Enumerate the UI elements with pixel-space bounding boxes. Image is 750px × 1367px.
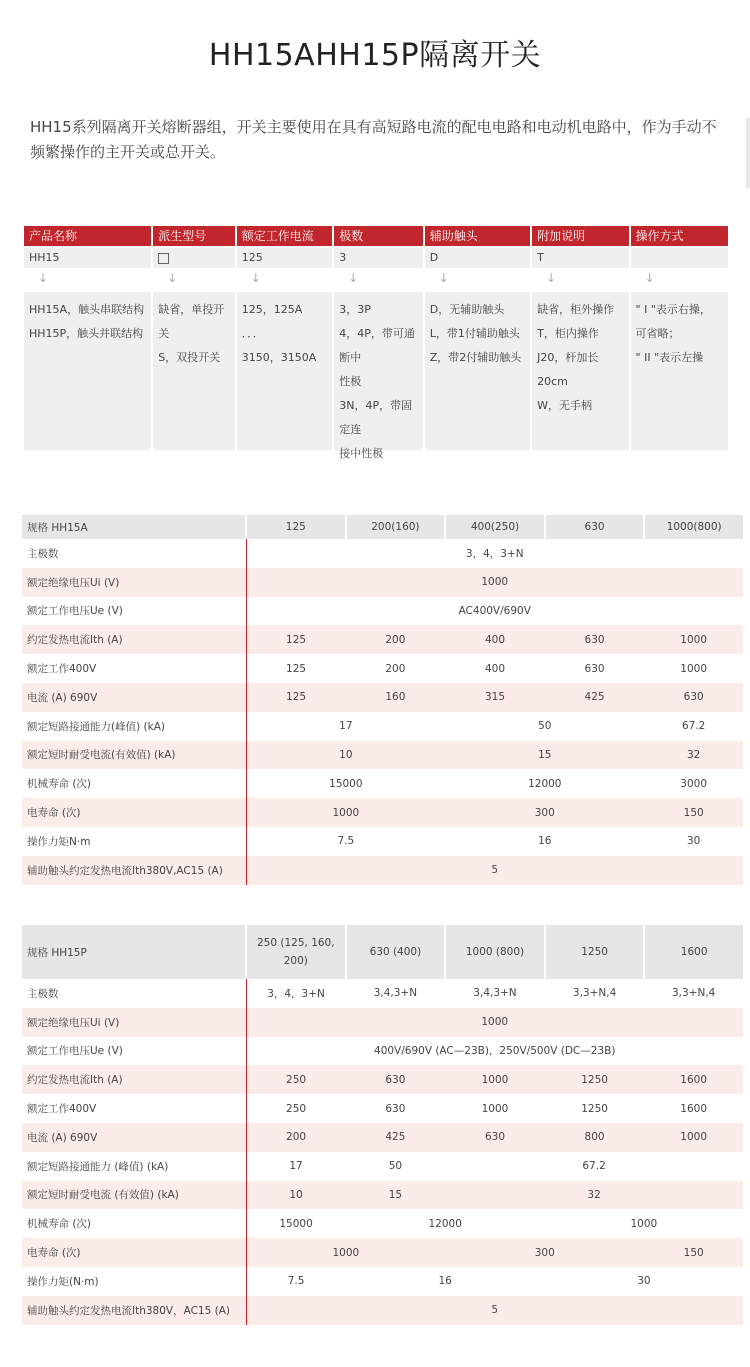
spec-cell: 200 [346,625,446,654]
spec-row-label: 主极数 [22,979,246,1008]
spec-row-label: 机械寿命 (次) [22,1209,246,1238]
code-header-cell: 产品名称 [24,226,151,246]
spec-row [22,1008,743,1037]
spec-row-label: 主极数 [22,539,246,568]
page-title: HH15AHH15P隔离开关 [208,38,542,73]
spec-row [22,1094,743,1123]
spec-cell: 150 [644,1238,743,1267]
spec-cell: 200 [246,1123,346,1152]
spec-cell: 3，4，3+N [267,987,325,1000]
detail-line: 3，3P [339,303,371,316]
code-example-cell: 125 [237,248,332,268]
detail-line: " II "表示左操 [635,351,704,364]
spec-cell: 3,4,3+N [373,987,418,1000]
spec-row [22,1209,743,1238]
spec-row [22,683,743,712]
spec-cell: 160 [346,683,446,712]
detail-line: 缺省，单投开关 [158,303,225,340]
spec-row [22,1037,743,1066]
code-header-cell: 附加说明 [532,226,628,246]
spec-row-label: 额定工作电压Ue (V) [22,1037,246,1066]
spec-cell: 250 [286,1102,307,1115]
spec-cell: 1250 [581,1102,608,1115]
code-detail-row [24,292,728,460]
spec-row [22,856,743,885]
detail-line: HH15A，触头串联结构 [29,303,145,316]
detail-line: 可省略； [635,327,680,340]
spec-cell: 1600 [680,1102,708,1115]
spec-cell: 315 [445,683,545,712]
spec-row [22,1123,743,1152]
spec-row-label: 机械寿命 (次) [22,769,246,798]
spec-row-label: 电寿命 (次) [22,798,246,827]
spec-cell: 67.2 [582,1160,606,1173]
code-detail-cell [153,292,235,450]
spec-cell: 7.5 [337,835,355,848]
spec-cell: 17 [339,720,353,733]
spec-header-value: 400(250) [445,515,545,539]
code-header-cell: 极数 [334,226,422,246]
spec-cell: 200 [385,662,406,675]
spec-header-value: 250 (125, 160, 200) [246,925,346,979]
spec-cell: 17 [289,1160,303,1173]
spec-cell: 15 [346,1181,446,1210]
spec-cell: 16 [438,1275,452,1288]
spec-row-label: 辅助触头约定发热电流Ith380V,AC15 (A) [22,856,246,885]
spec-cell: 1000 [680,662,708,675]
spec-cell: 400 [445,625,545,654]
spec-row-label: 额定工作400V [22,1094,246,1123]
detail-line: S，双投开关 [158,351,221,364]
code-example-cell: HH15 [24,248,151,268]
intro-paragraph: HH15系列隔离开关熔断器组，开关主要使用在具有高短路电流的配电电路和电动机电路中，作为手动不频繁操作的主开关或总开关。 [30,118,717,161]
spec-row [22,741,743,770]
spec-cell: 425 [346,1123,446,1152]
code-header-cell: 操作方式 [631,226,728,246]
spec-cell: 3,4,3+N [473,987,517,1000]
detail-line: 接中性极 [339,447,384,460]
spec-header-value: 1600 [644,925,743,979]
spec-cell: 1000 [644,1123,743,1152]
spec-row [22,625,743,654]
spec-cell: 5 [246,856,743,885]
spec-cell: 1000 [644,625,743,654]
detail-line: 性极 [339,375,362,388]
spec-header-row [22,925,743,979]
detail-line: J20，杆加长20cm [537,351,599,388]
code-header-cell: 额定工作电流 [237,226,332,246]
spec-cell: 15000 [279,1217,313,1230]
code-header-row [24,226,728,246]
spec-cell: 30 [686,835,701,848]
code-detail-cell [24,292,151,450]
spec-header-value: 630 [545,515,645,539]
spec-row [22,1152,743,1181]
down-arrow-icon: ↓ [546,271,557,285]
detail-line: HH15P，触头并联结构 [29,327,144,340]
spec-row-label: 额定短时耐受电流(有效值) (kA) [22,741,246,770]
spec-cell: 7.5 [287,1275,305,1288]
detail-line: W，无手柄 [537,399,592,412]
code-detail-cell [631,292,728,450]
down-arrow-icon: ↓ [250,271,261,285]
spec-cell: 3,3+N,4 [671,987,716,1000]
edge-divider [746,118,750,188]
spec-cell: 50 [388,1160,403,1173]
spec-header-value: 125 [246,515,346,539]
spec-cell: 15 [445,741,644,770]
spec-row [22,568,743,597]
spec-cell: 3,3+N,4 [572,987,617,1000]
spec-row-label: 电寿命 (次) [22,1238,246,1267]
spec-cell: 1000 [481,1102,509,1115]
spec-cell: 1000 [246,568,743,597]
spec-row [22,798,743,827]
spec-cell: 3，4，3+N [465,547,524,560]
spec-row-label: 额定工作电压Ue (V) [22,597,246,626]
spec-row-label: 约定发热电流Ith (A) [22,625,246,654]
spec-cell: 1250 [545,1065,645,1094]
spec-cell: 630 [584,662,605,675]
spec-row-label: 额定短路接通能力 (峰值) (kA) [22,1152,246,1181]
spec-cell: 5 [246,1296,743,1325]
spec-cell: 50 [538,720,552,733]
detail-line: 3N，4P，带固定连 [339,399,413,436]
spec-cell: 630 [385,1102,406,1115]
spec-cell: 630 [644,683,743,712]
detail-line: L，带1付辅助触头 [429,327,520,340]
spec-cell: 12000 [528,777,562,790]
code-example-cell: 3 [334,248,422,268]
spec-cell: 1000 [246,798,445,827]
spec-row-label: 电流 (A) 690V [22,683,246,712]
spec-row-label: 额定绝缘电压Ui (V) [22,1008,246,1037]
spec-cell: 150 [644,798,743,827]
spec-row [22,597,743,626]
spec-row [22,712,743,741]
detail-line: 缺省，柜外操作 [537,303,615,316]
spec-row-label: 电流 (A) 690V [22,1123,246,1152]
spec-cell: 12000 [428,1217,462,1230]
spec-header-row [22,515,743,539]
detail-line: 4，4P，带可通断中 [339,327,415,364]
code-detail-cell [237,292,332,450]
spec-cell: 15000 [329,777,363,790]
spec-cell: 630 [445,1123,545,1152]
spec-header-label: 规格 HH15A [22,515,246,539]
spec-row [22,539,743,568]
spec-cell: 67.2 [681,720,706,733]
spec-cell: 630 [545,625,645,654]
spec-row [22,1238,743,1267]
hh15a-spec-table [22,515,743,885]
spec-header-label: 规格 HH15P [22,925,246,979]
spec-cell: 425 [545,683,645,712]
spec-cell: 1000 [246,1008,743,1037]
spec-row [22,1296,743,1325]
detail-line: " I "表示右操， [635,303,711,316]
code-example-row [24,246,728,268]
spec-cell: 32 [445,1181,743,1210]
code-header-cell: 辅助触头 [425,226,530,246]
spec-header-value: 1000 (800) [445,925,545,979]
spec-row-label: 操作力矩N·m [22,827,246,856]
placeholder-box-icon [158,253,169,264]
down-arrow-icon: ↓ [438,271,449,285]
spec-header-value: 200(160) [346,515,446,539]
spec-cell: 1000 [246,1238,445,1267]
detail-line: D，无辅助触头 [429,303,505,316]
code-arrow-row [24,268,728,292]
spec-cell: 400V/690V (AC—23B)，250V/500V (DC—23B) [374,1045,616,1058]
code-header-cell: 派生型号 [153,226,235,246]
spec-cell: 1600 [644,1065,743,1094]
code-example-cell: T [532,248,628,268]
spec-cell: 1000 [445,1065,545,1094]
spec-cell: 30 [637,1275,651,1288]
spec-row [22,654,743,683]
spec-cell: 125 [246,683,346,712]
spec-cell: 400 [484,662,505,675]
spec-row [22,769,743,798]
spec-cell: 1000 [630,1217,658,1230]
code-detail-cell [425,292,530,450]
spec-row-label: 额定工作400V [22,654,246,683]
spec-cell: AC400V/690V [458,604,531,617]
hh15p-spec-table [22,925,743,1325]
spec-row-label: 辅助触头约定发热电流Ith380V，AC15 (A) [22,1296,246,1325]
detail-line: ．．． [241,327,264,340]
spec-cell: 125 [286,662,307,675]
code-detail-cell [532,292,628,450]
spec-header-value: 630 (400) [346,925,446,979]
code-example-cell [631,248,728,268]
spec-row-label: 约定发热电流Ith (A) [22,1065,246,1094]
spec-cell: 125 [246,625,346,654]
code-detail-cell [334,292,422,460]
spec-cell: 32 [644,741,743,770]
spec-header-value: 1000(800) [644,515,743,539]
spec-cell: 16 [538,835,552,848]
detail-line: Z，带2付辅助触头 [429,351,522,364]
spec-row [22,827,743,856]
detail-line: 125，125A [241,303,303,316]
spec-cell: 250 [246,1065,346,1094]
model-code-table [24,226,728,460]
detail-line: T，柜内操作 [537,327,599,340]
down-arrow-icon: ↓ [38,271,49,285]
spec-row [22,1065,743,1094]
spec-row-label: 操作力矩(N·m) [22,1267,246,1296]
spec-row [22,1267,743,1296]
spec-cell: 300 [445,1238,644,1267]
spec-row [22,979,743,1008]
down-arrow-icon: ↓ [644,271,655,285]
spec-header-value: 1250 [545,925,645,979]
spec-cell: 10 [246,741,445,770]
code-example-cell: D [425,248,530,268]
code-example-cell [153,248,235,268]
spec-row-label: 额定短路接通能力(峰值) (kA) [22,712,246,741]
spec-cell: 800 [545,1123,645,1152]
down-arrow-icon: ↓ [167,271,178,285]
spec-cell: 3000 [680,777,708,790]
detail-line: 3150，3150A [241,351,317,364]
down-arrow-icon: ↓ [348,271,359,285]
spec-row-label: 额定绝缘电压Ui (V) [22,568,246,597]
spec-cell: 630 [346,1065,446,1094]
spec-row [22,1181,743,1210]
spec-cell: 300 [445,798,644,827]
spec-row-label: 额定短时耐受电流 (有效值) (kA) [22,1181,246,1210]
spec-cell: 10 [246,1181,346,1210]
